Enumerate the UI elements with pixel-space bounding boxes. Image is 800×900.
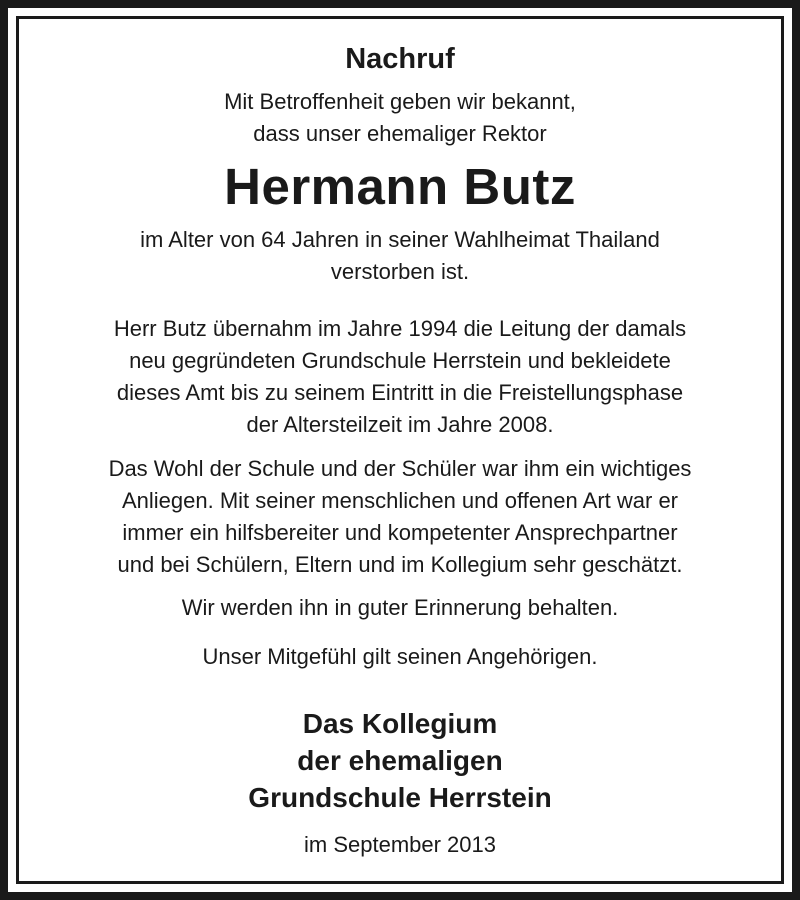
deceased-name: Hermann Butz [224, 158, 576, 215]
intro-line: Mit Betroffenheit geben wir bekannt, [224, 89, 576, 114]
obituary-notice [19, 19, 781, 881]
paragraph-line: neu gegründeten Grundschule Herrstein und bekleidete [129, 348, 671, 373]
age-text [19, 224, 781, 288]
notice-date: im September 2013 [304, 832, 496, 857]
sympathy-line: Unser Mitgefühl gilt seinen Angehörigen. [202, 644, 598, 669]
paragraph-line: Das Wohl der Schule und der Schüler war ihm ein wichtiges [108, 456, 692, 481]
paragraph-line: dieses Amt bis zu seinem Eintritt in die Freistellungsphase [116, 380, 684, 405]
signature-block [19, 705, 781, 816]
signature-line: der ehemaligen [297, 745, 503, 776]
paragraph-line: der Altersteilzeit im Jahre 2008. [246, 412, 554, 437]
age-line: verstorben ist. [330, 259, 470, 284]
paragraph-line: Herr Butz übernahm im Jahre 1994 die Leitung der damals [113, 316, 687, 341]
intro-line: dass unser ehemaliger Rektor [253, 121, 547, 146]
remembrance-line: Wir werden ihn in guter Erinnerung behalten. [181, 595, 619, 620]
signature-line: Grundschule Herrstein [248, 782, 552, 813]
notice-heading: Nachruf [345, 43, 455, 75]
career-paragraph [19, 313, 781, 441]
paragraph-line: immer ein hilfsbereiter und kompetenter Ansprechpartner [122, 520, 678, 545]
signature-line: Das Kollegium [302, 708, 498, 739]
paragraph-line: und bei Schülern, Eltern und im Kollegium sehr geschätzt. [117, 552, 683, 577]
intro-text [19, 86, 781, 150]
age-line: im Alter von 64 Jahren in seiner Wahlheimat Thailand [140, 227, 660, 252]
tribute-paragraph [19, 453, 781, 581]
paragraph-line: Anliegen. Mit seiner menschlichen und offenen Art war er [121, 488, 678, 513]
